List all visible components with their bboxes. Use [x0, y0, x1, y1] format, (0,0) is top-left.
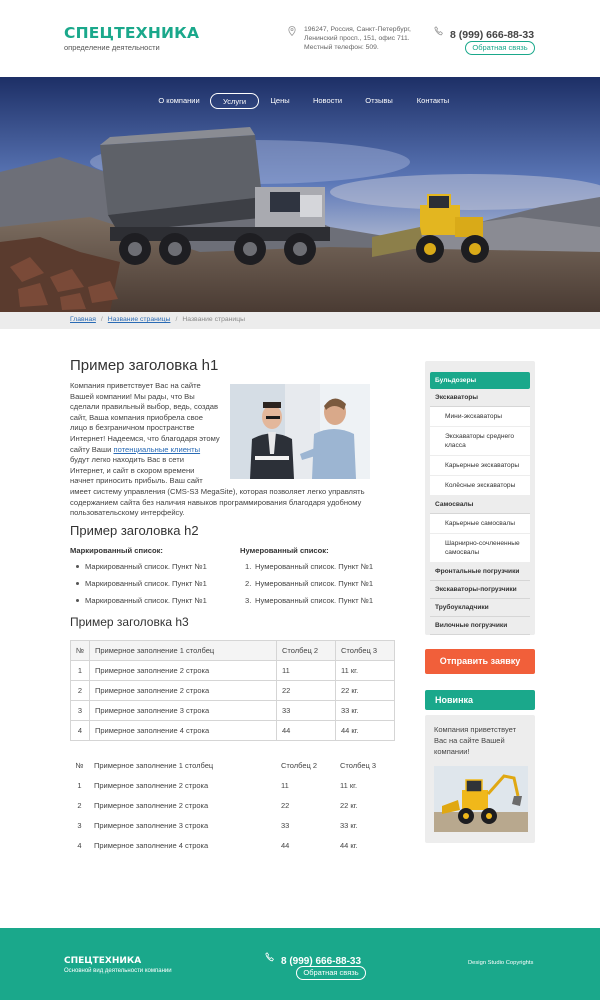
logo-subtitle: определение деятельности [64, 43, 160, 52]
nav-item-about[interactable]: О компании [158, 96, 200, 105]
page-title: Пример заголовка h1 [70, 357, 219, 374]
breadcrumb-separator: / [175, 316, 178, 323]
intro-text [70, 381, 370, 519]
sidebar-item-quarry-dump-trucks[interactable]: Карьерные самосвалы [430, 514, 530, 534]
sidebar-menu [425, 361, 535, 635]
send-request-button[interactable]: Отправить заявку [425, 649, 535, 674]
logo-title: СПЕЦТЕХНИКА [64, 24, 200, 42]
sidebar-item-front-loaders[interactable]: Фронтальные погрузчики [430, 563, 530, 581]
table-header-cell: Столбец 3 [336, 641, 395, 661]
intro-paragraph-part1: Компания приветствует Вас на сайте Вашей компании! Мы рады, что Вы сделали правильный выбор, ведь, создав сайт, Ваша компания приобрела свое лицо в безграничном пространстве Интернет! Надеемся, что благодаря этому сайту Ваши [70, 381, 220, 454]
table-row: 3 Примерное заполнение 3 строка 33 33 кг. [71, 701, 395, 721]
sidebar-item-mini-excavators[interactable]: Мини-экскаваторы [430, 407, 530, 427]
address-block [288, 25, 424, 52]
news-text: Компания приветствует Вас на сайте Вашей компании! [434, 725, 517, 756]
footer-phone-number: 8 (999) 666-88-33 [281, 956, 362, 967]
hero-image [0, 77, 600, 312]
sidebar-item-backhoe-loaders[interactable]: Экскаваторы-погрузчики [430, 581, 530, 599]
callback-button[interactable]: Обратная связь [465, 41, 535, 55]
header [0, 0, 600, 77]
data-table-bordered [70, 640, 395, 741]
phone-number: 8 (999) 666-88-33 [450, 29, 535, 41]
sidebar-item-bulldozers[interactable]: Бульдозеры [430, 372, 530, 389]
breadcrumb-current: Название страницы [182, 316, 245, 323]
nav-item-services[interactable]: Услуги [210, 93, 259, 109]
table-row: 1 Примерное заполнение 2 строка 11 11 кг. [71, 661, 395, 681]
footer-subtitle: Основной вид деятельности компании [64, 968, 172, 974]
bulleted-list-title: Маркированный список: [70, 546, 163, 555]
meeting-photo [230, 384, 370, 479]
intro-paragraph-part2: будут легко находить Вас в сети Интернет, и сайт в скором времени начнет приносить прибыль. Ваш сайт имеет систему управления (CMS-S3 MegaSite), которая позволяет легко управлять содержанием сайта без наличия навыков программирования благодаря удобному пользовательскому интерфейсу. [70, 455, 365, 518]
bulleted-list [70, 546, 207, 610]
table-header-row [70, 755, 395, 775]
sidebar-item-pipelayers[interactable]: Трубоукладчики [430, 599, 530, 617]
list-item: Маркированный список. Пункт №1 [70, 593, 207, 610]
intro-link[interactable]: потенциальные клиенты [113, 444, 201, 454]
footer-logo-title: СПЕЦТЕХНИКА [64, 956, 142, 966]
table-header-cell: № [71, 641, 90, 661]
list-item: Маркированный список. Пункт №1 [70, 576, 207, 593]
list-item: 2. Нумерованный список. Пункт №1 [245, 579, 374, 588]
hero-banner [0, 77, 600, 312]
breadcrumb [0, 312, 600, 329]
news-title: Новинка [425, 690, 535, 710]
footer-callback-button[interactable]: Обратная связь [296, 966, 366, 980]
breadcrumb-home[interactable]: Главная [70, 316, 96, 323]
table-row: 1 Примерное заполнение 2 строка 11 11 кг. [77, 780, 358, 790]
sidebar-item-medium-excavators[interactable]: Экскаваторы среднего класса [430, 427, 530, 456]
table-row: 4 Примерное заполнение 4 строка 44 44 кг. [71, 721, 395, 741]
phone-icon [434, 26, 444, 36]
section-heading-h2: Пример заголовка h2 [70, 523, 199, 538]
section-heading-h3: Пример заголовка h3 [70, 615, 189, 629]
table-header-cell: Примерное заполнение 1 столбец [90, 641, 277, 661]
table-row: 4 Примерное заполнение 4 строка 44 44 кг. [77, 840, 358, 850]
sidebar-item-quarry-excavators[interactable]: Карьерные экскаваторы [430, 456, 530, 476]
list-item: 1. Нумерованный список. Пункт №1 [245, 562, 374, 571]
sidebar-item-wheeled-excavators[interactable]: Колёсные экскаваторы [430, 476, 530, 496]
main-nav [0, 93, 600, 109]
nav-item-contacts[interactable]: Контакты [416, 96, 450, 105]
table-header-cell: Столбец 3 [340, 760, 377, 770]
numbered-list-title: Нумерованный список: [240, 546, 329, 555]
address-text: 196247, Россия, Санкт-Петербург, Ленинский просп., 151, офис 711. Местный телефон: 509. [304, 26, 411, 51]
breadcrumb-section[interactable]: Название страницы [107, 316, 171, 323]
list-item: Маркированный список. Пункт №1 [70, 559, 207, 576]
backhoe-loader-photo[interactable] [434, 766, 528, 832]
footer [0, 928, 600, 1000]
data-table-plain [70, 755, 395, 855]
nav-item-prices[interactable]: Цены [270, 96, 290, 105]
list-item: 3. Нумерованный список. Пункт №1 [245, 596, 374, 605]
table-header-row [71, 641, 395, 661]
logo[interactable] [64, 24, 199, 52]
table-header-cell: Столбец 2 [281, 760, 318, 770]
breadcrumb-separator: / [100, 316, 103, 323]
sidebar-item-excavators[interactable]: Экскаваторы [430, 389, 530, 407]
nav-item-reviews[interactable]: Отзывы [365, 96, 393, 105]
table-row: 2 Примерное заполнение 2 строка 22 22 кг. [77, 800, 358, 810]
table-header-cell: Примерное заполнение 1 столбец [94, 760, 214, 770]
copyright[interactable]: Design Studio Copyrights [468, 960, 534, 966]
news-card[interactable] [425, 715, 535, 843]
sidebar-item-articulated-dump-trucks[interactable]: Шарнирно-сочлененные самосвалы [430, 534, 530, 563]
sidebar-item-forklifts[interactable]: Вилочные погрузчики [430, 617, 530, 635]
numbered-list [240, 546, 373, 610]
nav-item-news[interactable]: Новости [312, 96, 343, 105]
sidebar-item-dump-trucks[interactable]: Самосвалы [430, 496, 530, 514]
table-row: 2 Примерное заполнение 2 строка 22 22 кг. [71, 681, 395, 701]
map-pin-icon [288, 26, 296, 36]
table-header-cell: № [75, 760, 84, 770]
phone-icon [265, 952, 275, 962]
table-header-cell: Столбец 2 [277, 641, 336, 661]
table-row: 3 Примерное заполнение 3 строка 33 33 кг. [77, 820, 358, 830]
